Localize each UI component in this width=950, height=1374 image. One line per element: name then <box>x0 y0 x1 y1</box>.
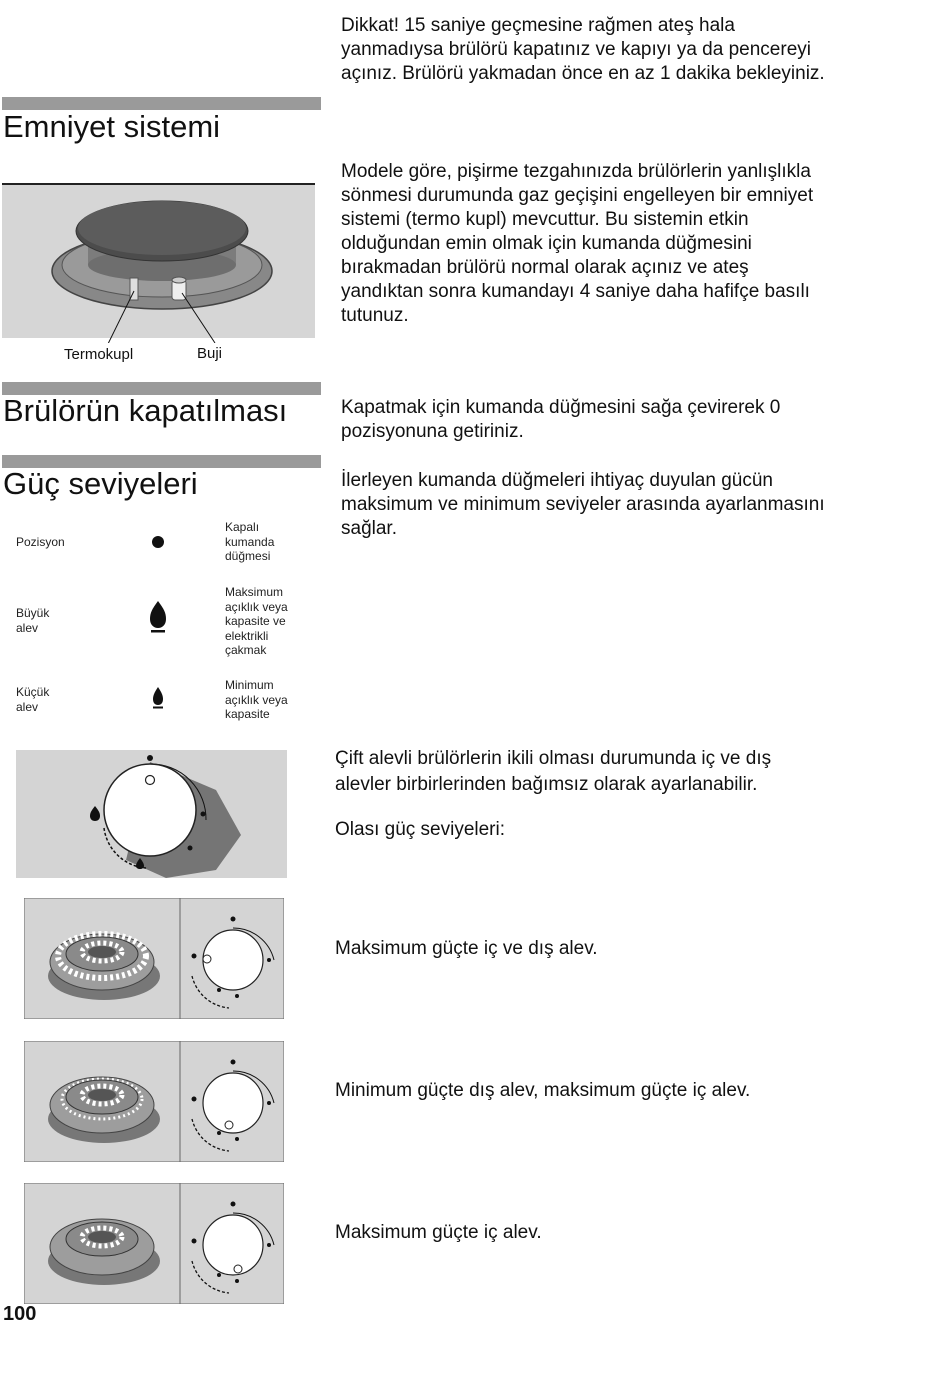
label-thermocouple: Termokupl <box>64 346 134 363</box>
page-number: 100 <box>3 1303 37 1325</box>
knob-figure <box>16 750 287 878</box>
warning-text: Dikkat! 15 saniye geçmesine rağmen ateş hala yanmadıysa brülörü kapatınız ve kapıyı ya da pencereyi açınız. Brülörü yakmadan önce en az 1 dakika bekleyiniz. <box>341 15 825 84</box>
burner-safety-figure <box>2 183 315 343</box>
dual-burner-text: Çift alevli brülörlerin ikili olması durumunda iç ve dış alevler birbirlerinden bağımsız olarak ayarlanabilir. <box>335 748 772 795</box>
table-row-off-description: Kapalı kumanda düğmesi <box>225 520 275 563</box>
possible-levels-label: Olası güç seviyeleri: <box>335 819 506 840</box>
level-text-3: Maksimum güçte iç alev. <box>335 1222 542 1243</box>
table-row-small-description: Minimum açıklık veya kapasite <box>225 678 288 721</box>
level-text-2: Minimum güçte dış alev, maksimum güçte iç alev. <box>335 1080 751 1101</box>
power-body: İlerleyen kumanda düğmeleri ihtiyaç duyulan gücün maksimum ve minimum seviyeler arasında ayarlanmasını sağlar. <box>341 470 825 539</box>
table-row-position-label: Pozisyon <box>16 535 65 549</box>
power-title: Güç seviyeleri <box>3 466 198 501</box>
dot-icon <box>151 535 165 549</box>
level-figure-2 <box>24 1041 284 1162</box>
level-figure-1 <box>24 898 284 1019</box>
small-flame-icon <box>151 686 165 710</box>
table-row-small-label: Küçük alev <box>16 685 50 714</box>
table-row-large-description: Maksimum açıklık veya kapasite ve elektrikli çakmak <box>225 585 288 657</box>
safety-body: Modele göre, pişirme tezgahınızda brülörlerin yanlışlıkla sönmesi durumunda gaz geçişini engelleyen bir emniyet sistemi (termo kupl) mevcuttur. Bu sistemin etkin olduğundan emin olmak için kumanda düğmesini bırakmadan brülörü normal olarak açınız ve ateş yandıktan sonra kumandayı 4 saniye daha hafifçe basılı tutunuz. <box>341 161 814 326</box>
shutoff-title: Brülörün kapatılması <box>3 393 288 428</box>
safety-title: Emniyet sistemi <box>3 109 221 144</box>
table-row-large-label: Büyük alev <box>16 606 50 635</box>
shutoff-body: Kapatmak için kumanda düğmesini sağa çevirerek 0 pozisyonuna getiriniz. <box>341 397 781 442</box>
label-spark: Buji <box>197 345 223 362</box>
large-flame-icon <box>148 600 168 634</box>
level-figure-3 <box>24 1183 284 1304</box>
level-text-1: Maksimum güçte iç ve dış alev. <box>335 938 598 959</box>
